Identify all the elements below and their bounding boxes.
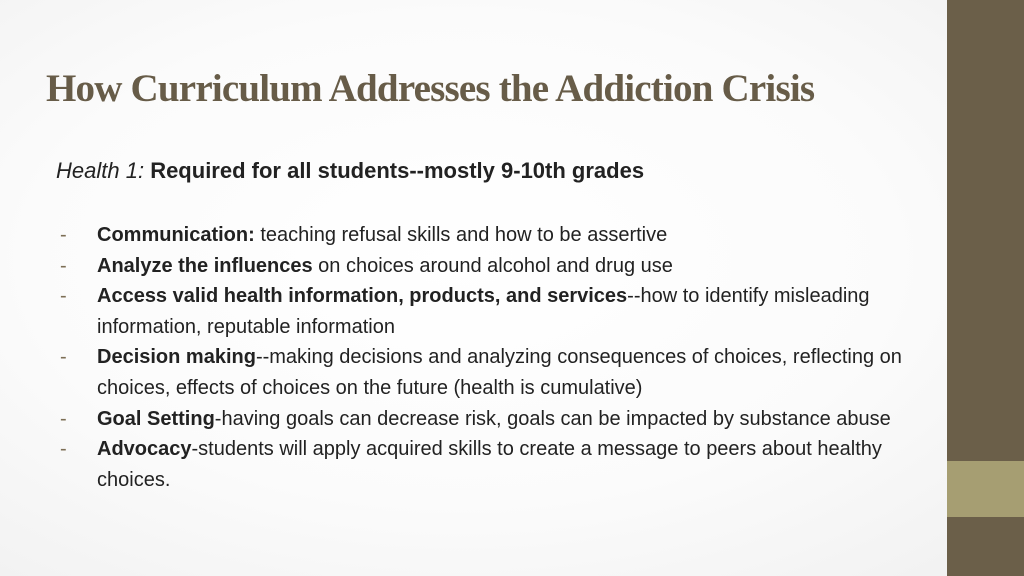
list-item-decision-making	[0, 342, 940, 403]
bullet-text: --how to identify misleading information, reputable information	[97, 285, 870, 338]
bullet-dash: -	[60, 224, 67, 246]
bullet-term: Advocacy	[97, 438, 192, 461]
bullet-text: on choices around alcohol and drug use	[312, 254, 673, 277]
bullet-dash: -	[60, 407, 67, 430]
course-heading	[56, 156, 644, 186]
bullet-dash: -	[60, 346, 67, 369]
bullet-term: Communication:	[97, 224, 255, 246]
bullet-term: Goal Setting	[97, 407, 215, 430]
bullet-text: teaching refusal skills and how to be assertive	[254, 224, 668, 246]
skills-list	[0, 220, 940, 495]
decorative-side-accent	[947, 461, 1024, 517]
slide-title: How Curriculum Addresses the Addiction Crisis	[46, 67, 815, 110]
bullet-term: Analyze the influences	[97, 254, 313, 277]
list-item-advocacy	[0, 434, 940, 495]
bullet-term: Access valid health information, products, and services	[97, 285, 628, 308]
bullet-text: -students will apply acquired skills to create a message to peers about healthy choices.	[97, 438, 882, 491]
list-item-access-information	[0, 281, 940, 342]
list-item-communication	[0, 220, 940, 251]
list-item-goal-setting	[0, 404, 940, 435]
bullet-dash: -	[60, 438, 67, 461]
course-description: Required for all students--mostly 9-10th grades	[150, 158, 645, 183]
course-name: Health 1:	[56, 158, 145, 183]
list-item-analyze-influences	[0, 251, 940, 282]
bullet-text: -having goals can decrease risk, goals can be impacted by substance abuse	[214, 407, 891, 430]
bullet-text: --making decisions and analyzing consequences of choices, reflecting on choices, effects of choices on the future (health is cumulative)	[97, 346, 902, 399]
bullet-term: Decision making	[97, 346, 256, 369]
bullet-dash: -	[60, 254, 67, 277]
bullet-dash: -	[60, 285, 67, 308]
